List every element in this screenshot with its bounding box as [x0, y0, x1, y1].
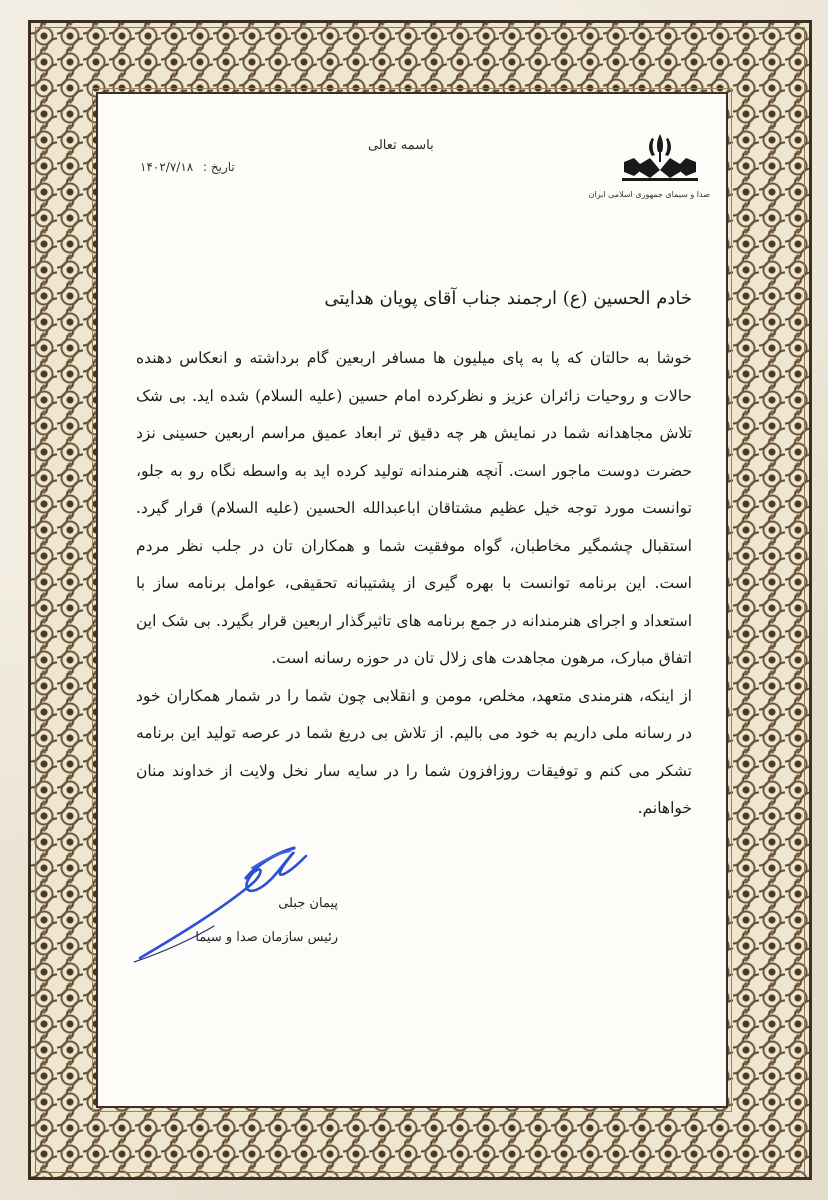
- letter-header: [98, 94, 730, 224]
- body-paragraph-2: از اینکه، هنرمندی متعهد، مخلص، مومن و انقلابی چون شما را در شمار همکاران خود در رسانه ملی داریم به خود می بالیم. از تلاش بی دریغ شما در عرصه تولید این برنامه تشکر می کنم و توفیقات روزافزون شما را در سایه سار نخل ولایت از خداوند منان خواهانم.: [136, 686, 692, 817]
- signer-name: پیمان جبلی: [278, 896, 338, 911]
- invocation-text: باسمه تعالی: [368, 138, 434, 153]
- signer-title: رئیس سازمان صدا و سیما: [195, 930, 338, 945]
- letter-page: [96, 92, 728, 1108]
- letter-body: [136, 284, 692, 828]
- signature-block: [134, 834, 354, 974]
- salutation: خادم الحسین (ع) ارجمند جناب آقای پویان هدایتی: [324, 288, 692, 309]
- date-value: ۱۴۰۲/۷/۱۸: [140, 160, 194, 174]
- body-paragraph-1: خوشا به حالتان که پا به پای میلیون ها مسافر اربعین گام برداشته و انعکاس دهنده حالات و روحیات زائران عزیز و نظرکرده امام حسین (علیه السلام) شده اید. بی شک تلاش مجاهدانه شما در نمایش هر چه دقیق تر ابعاد عمیق مراسم اربعین حسینی نزد حضرت دوست ماجور است. آنچه هنرمندانه تولید کرده اید به واسطه نگاه رو به جلو، توانست مورد توجه خیل عظیم مشتاقان اباعبدالله الحسین (علیه السلام) قرار گیرد. استقبال چشمگیر مخاطبان، گواه موفقیت شما و همکاران تان در جلب نظر مردم است. این برنامه توانست با بهره گیری از پشتیبانه تحقیقی، عوامل برنامه ساز با استعداد و اجرای هنرمندانه در جمع برنامه های تاثیرگذار اربعین قرار بگیرد. بی شک این اتفاق مبارک، مرهون مجاهدت های زلال تان در حوزه رسانه است.: [136, 349, 692, 667]
- irib-emblem-icon: [610, 128, 710, 188]
- date-row: [140, 160, 235, 174]
- date-label: تاریخ :: [203, 160, 235, 174]
- broadcaster-logo: [588, 128, 710, 208]
- logo-caption: صدا و سیمای جمهوری اسلامی ایران: [588, 190, 710, 199]
